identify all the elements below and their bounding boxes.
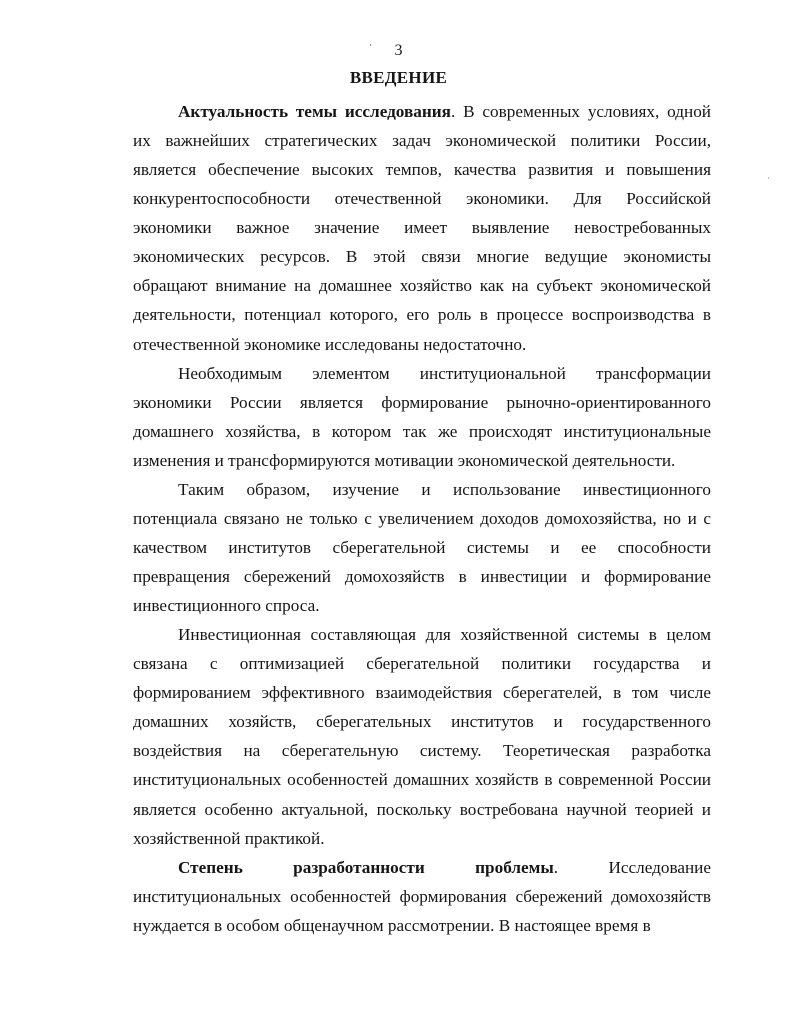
text-line [133, 562, 711, 591]
text-line [133, 853, 711, 882]
line-text: отечественной экономике исследованы недостаточно. [133, 334, 527, 354]
text-line [133, 271, 711, 300]
line-text: связана с оптимизацией сберегательной политики государства и [133, 654, 711, 674]
text-line [133, 911, 711, 940]
document-body [133, 97, 711, 940]
line-text: их важнейших стратегических задач экономической политики России, [133, 131, 711, 151]
scan-speck [768, 177, 769, 179]
text-line [133, 736, 711, 765]
line-text: изменения и трансформируются мотивации экономической деятельности. [133, 450, 676, 470]
text-line [133, 678, 711, 707]
line-text: обращают внимание на домашнее хозяйство как на субъект экономической [133, 276, 711, 296]
line-text: институциональных особенностей домашних хозяйств в современной России [133, 770, 711, 790]
text-line [133, 504, 711, 533]
text-line [133, 417, 711, 446]
line-text: Инвестиционная составляющая для хозяйственной системы в целом [178, 625, 711, 645]
text-line [133, 475, 711, 504]
line-text: Необходимым элементом институциональной трансформации [178, 363, 711, 383]
line-text: . Исследование [553, 857, 712, 877]
line-text: является обеспечение высоких темпов, качества развития и повышения [133, 160, 711, 180]
line-text: нуждается в особом общенаучном рассмотрении. В настоящее время в [133, 915, 651, 935]
text-line [133, 184, 711, 213]
line-text: качеством институтов сберегательной системы и ее способности [133, 537, 711, 557]
line-text: экономических ресурсов. В этой связи многие ведущие экономисты [133, 247, 711, 267]
line-text: конкурентоспособности отечественной экономики. Для Российской [133, 189, 711, 209]
page-number: 3 [394, 42, 403, 59]
line-text: деятельности, потенциал которого, его роль в процессе воспроизводства в [133, 305, 711, 325]
paragraph [133, 97, 711, 359]
text-line [133, 765, 711, 794]
text-line [133, 795, 711, 824]
text-line [133, 591, 711, 620]
line-text: воздействия на сберегательную систему. Теоретическая разработка [133, 741, 711, 761]
line-text: домашних хозяйств, сберегательных институтов и государственного [133, 712, 711, 732]
text-line [133, 882, 711, 911]
text-line [133, 155, 711, 184]
line-text: . В современных условиях, одной [450, 102, 711, 121]
text-line [133, 707, 711, 736]
line-text: экономики важное значение имеет выявление невостребованных [133, 218, 711, 238]
text-line [133, 533, 711, 562]
paragraph [133, 853, 711, 940]
text-line [133, 620, 711, 649]
bold-lead-in: Актуальность темы исследования [178, 102, 451, 121]
text-line [133, 330, 711, 359]
line-text: формированием эффективного взаимодействия сберегателей, в том числе [133, 683, 711, 703]
paragraph [133, 475, 711, 620]
text-line [133, 300, 711, 329]
line-text: домашнего хозяйства, в котором так же происходят институциональные [133, 421, 711, 441]
text-line [133, 388, 711, 417]
line-text: инвестиционного спроса. [133, 596, 320, 616]
line-text: превращения сбережений домохозяйств в инвестиции и формирование [133, 567, 711, 586]
line-text: Таким образом, изучение и использование инвестиционного [178, 479, 711, 499]
line-text: хозяйственной практикой. [133, 828, 325, 848]
text-line [133, 824, 711, 853]
line-text: институциональных особенностей формирования сбережений домохозяйств [133, 886, 711, 906]
text-line [133, 126, 711, 155]
text-line [133, 213, 711, 242]
line-text: является особенно актуальной, поскольку востребована научной теорией и [133, 799, 711, 819]
text-line [133, 359, 711, 388]
paragraph [133, 359, 711, 475]
section-heading: ВВЕДЕНИЕ [349, 68, 448, 87]
paragraph [133, 620, 711, 853]
text-line [133, 242, 711, 271]
line-text: потенциала связано не только с увеличением доходов домохозяйства, но и с [133, 508, 711, 528]
line-text: экономики России является формирование рыночно-ориентированного [133, 392, 711, 412]
text-line [133, 446, 711, 475]
text-line [133, 649, 711, 678]
text-line [133, 97, 711, 126]
bold-lead-in: Степень разработанности проблемы [178, 857, 554, 877]
